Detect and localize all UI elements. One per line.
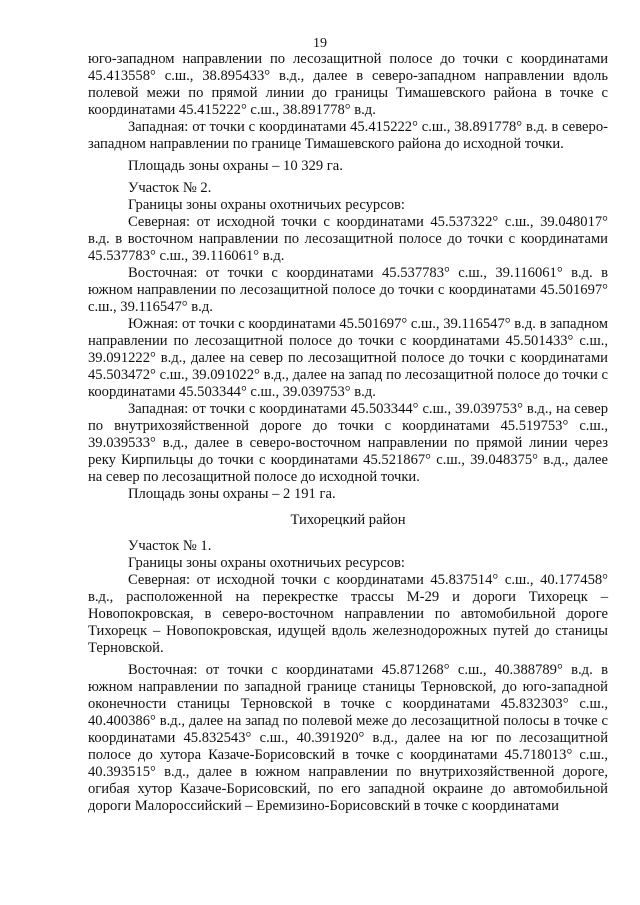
paragraph-eastern-boundary-2: Восточная: от точки с координатами 45.871268° с.ш., 40.388789° в.д. в южном направлении по западной границе станицы Терновской, до юго-западной оконечности станицы Терновской в точке с координатами 45.832303° с.ш., 40.400386° в.д., далее на запад по полевой меже до лесозащитной полосы в точке с координатами 45.832543° с.ш., 40.391920° в.д., далее на юг по лесозащитной полосе до хутора Казаче-Борисовский в точке с координатами 45.718013° с.ш., 40.393515° в.д., далее в южном направлении по внутрихозяйственной дороге, огибая хутор Казаче-Борисовский, по его западной окраине до автомобильной дороги Малороссийский – Еремизино-Борисовский в точке с координатами bbox=[88, 662, 608, 814]
page-number: 19 bbox=[313, 36, 327, 51]
district-heading: Тихорецкий район bbox=[290, 512, 406, 528]
paragraph-southwest-boundary-continuation: юго-западном направлении по лесозащитной полосе до точки с координатами 45.413558° с.ш., 38.895433° в.д., далее в северо-западном направлении вдоль полевой межи по прямой линии до границы Тимашевского района в точке с координатами 45.415222° с.ш., 38.891778° в.д. bbox=[88, 51, 608, 118]
paragraph-southern-boundary: Южная: от точки с координатами 45.501697° с.ш., 39.116547° в.д. в западном направлении по лесозащитной полосе до точки с координатами 45.501433° с.ш., 39.091222° в.д., далее на север по лесозащитной полосе до точки с координатами 45.503472° с.ш., 39.091022° в.д., далее на запад по лесозащитной полосе до точки с координатами 45.503344° с.ш., 39.039753° в.д. bbox=[88, 316, 608, 400]
section-heading-plot-2: Участок № 2. bbox=[128, 180, 212, 196]
paragraph-western-boundary-2: Западная: от точки с координатами 45.503344° с.ш., 39.039753° в.д., на север по внутрихозяйственной дороге до точки с координатами 45.519753° с.ш., 39.039533° в.д., далее в северо-восточном направлении по прямой линии через реку Кирпильцы до точки с координатами 45.521867° с.ш., 39.048375° в.д., далее на север по лесозащитной полосе до исходной точки. bbox=[88, 401, 608, 485]
paragraph-western-boundary: Западная: от точки с координатами 45.415222° с.ш., 38.891778° в.д. в северо-западном направлении по границе Тимашевского района до исходной точки. bbox=[88, 119, 608, 152]
paragraph-boundaries-intro: Границы зоны охраны охотничьих ресурсов: bbox=[128, 197, 405, 213]
paragraph-northern-boundary: Северная: от исходной точки с координатами 45.537322° с.ш., 39.048017° в.д. в восточном направлении по лесозащитной полосе до точки с координатами 45.537783° с.ш., 39.116061° в.д. bbox=[88, 214, 608, 264]
paragraph-boundaries-intro-2: Границы зоны охраны охотничьих ресурсов: bbox=[128, 555, 405, 571]
paragraph-protection-area-2: Площадь зоны охраны – 2 191 га. bbox=[128, 486, 336, 502]
paragraph-protection-area: Площадь зоны охраны – 10 329 га. bbox=[128, 158, 343, 174]
section-heading-plot-1: Участок № 1. bbox=[128, 538, 212, 554]
paragraph-eastern-boundary: Восточная: от точки с координатами 45.537783° с.ш., 39.116061° в.д. в южном направлении по лесозащитной полосе до точки с координатами 45.501697° с.ш., 39.116547° в.д. bbox=[88, 265, 608, 315]
document-body bbox=[88, 51, 608, 815]
paragraph-northern-boundary-2: Северная: от исходной точки с координатами 45.837514° с.ш., 40.177458° в.д., расположенной на перекрестке трассы М-29 и дороги Тихорецк – Новопокровская, в северо-восточном направлении по автомобильной дороге Тихорецк – Новопокровская, идущей вдоль железнодорожных путей до станицы Терновской. bbox=[88, 572, 608, 656]
